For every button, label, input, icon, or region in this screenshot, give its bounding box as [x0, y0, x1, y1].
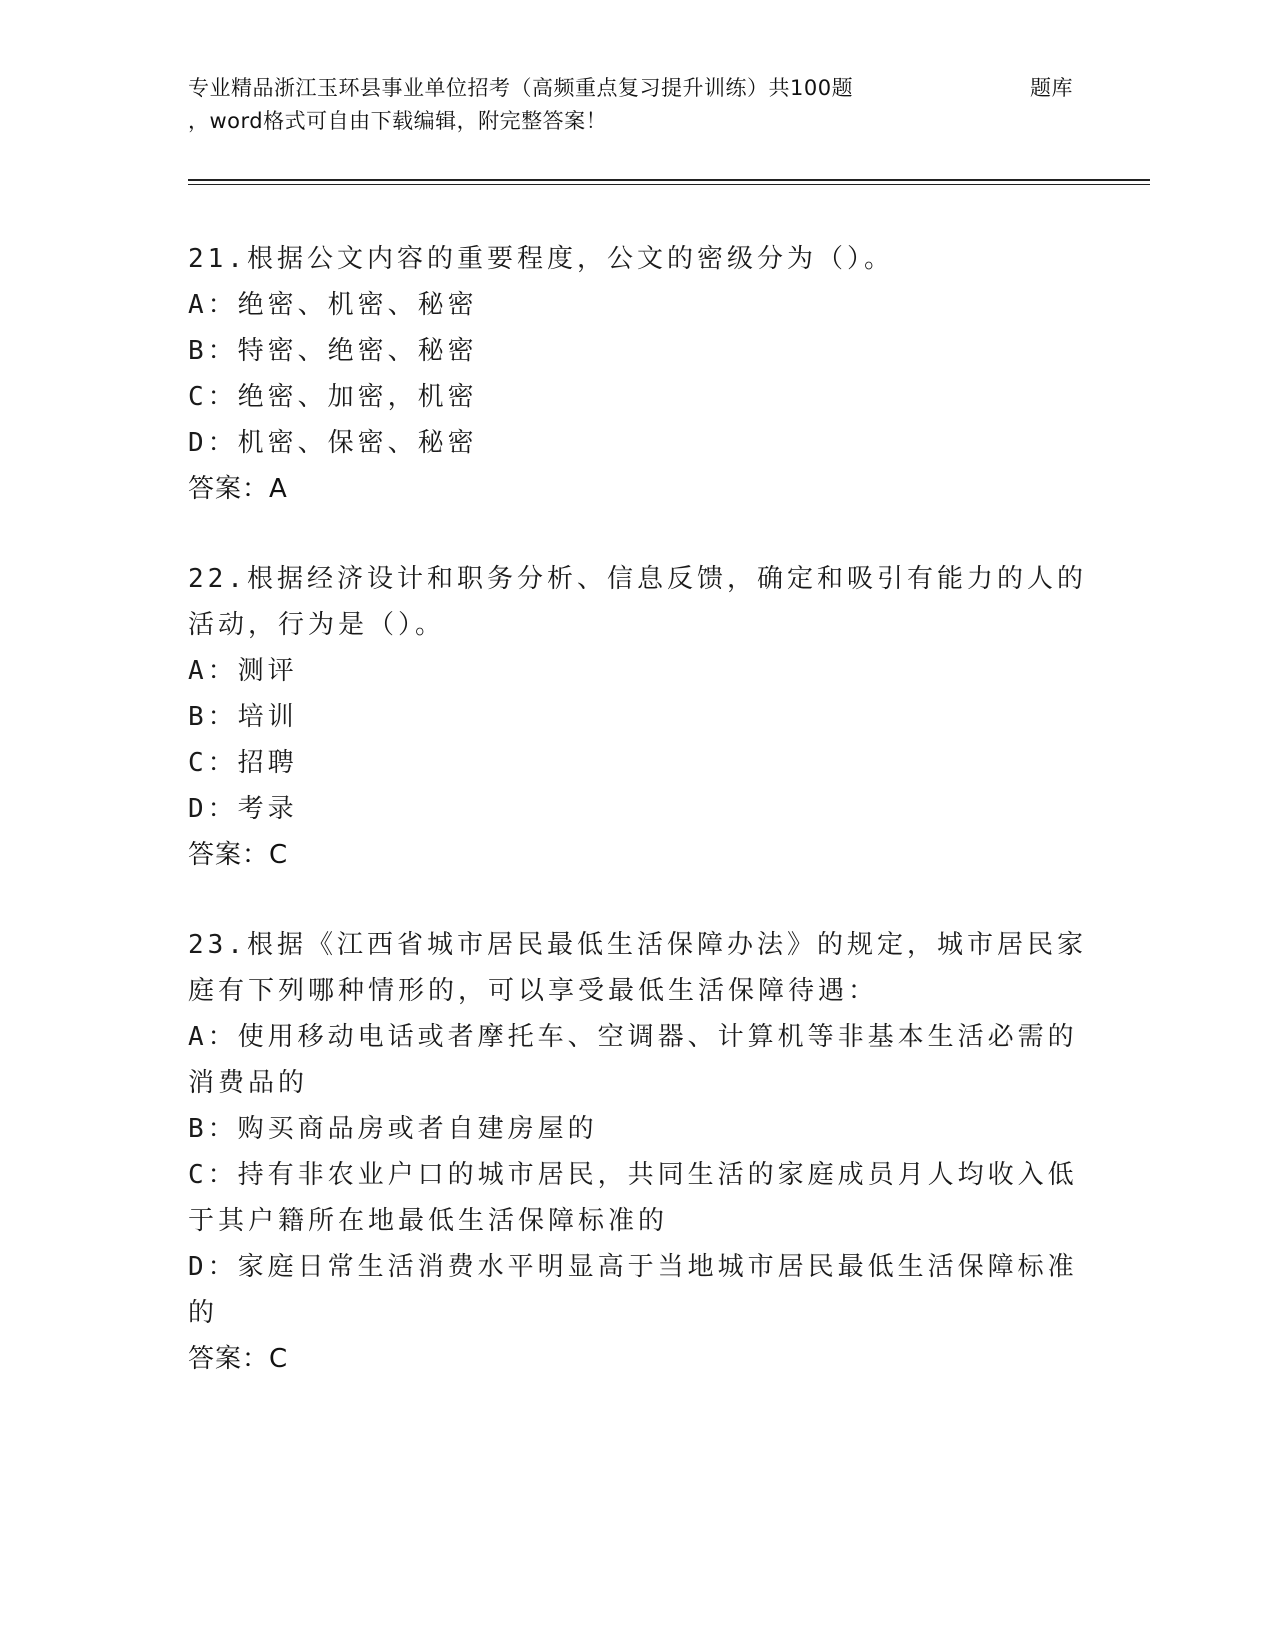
- question-23: [188, 922, 1088, 1382]
- question-stem: 22.根据经济设计和职务分析、信息反馈，确定和吸引有能力的人的活动，行为是（）。: [188, 564, 1087, 640]
- option-letter: D：: [188, 428, 238, 458]
- option-b: [188, 328, 1088, 374]
- option-a: [188, 648, 1088, 694]
- question-21: [188, 236, 1088, 512]
- question-list: [188, 236, 1088, 1426]
- option-letter: A：: [188, 656, 238, 686]
- option-text: 特密、绝密、秘密: [237, 336, 478, 366]
- option-text: 购买商品房或者自建房屋的: [237, 1114, 598, 1144]
- question-22: [188, 556, 1088, 878]
- answer-label: 答案：A: [188, 474, 288, 504]
- option-c: [188, 1152, 1088, 1244]
- option-text: 机密、保密、秘密: [237, 428, 478, 458]
- option-c: [188, 740, 1088, 786]
- option-text: 招聘: [237, 748, 298, 778]
- page-header: [188, 72, 1088, 138]
- answer-label: 答案：C: [188, 840, 289, 870]
- option-text: 持有非农业户口的城市居民，共同生活的家庭成员月人均收入低于其户籍所在地最低生活保障标准的: [188, 1160, 1078, 1236]
- option-c: [188, 374, 1088, 420]
- option-text: 绝密、加密，机密: [237, 382, 478, 412]
- option-text: 测评: [237, 656, 298, 686]
- option-text: 考录: [237, 794, 298, 824]
- option-text: 家庭日常生活消费水平明显高于当地城市居民最低生活保障标准的: [188, 1252, 1078, 1328]
- option-letter: B：: [188, 702, 238, 732]
- option-letter: D：: [188, 794, 238, 824]
- header-title-line1: [188, 72, 1088, 105]
- option-d: [188, 786, 1088, 832]
- header-title-text: 专业精品浙江玉环县事业单位招考（高频重点复习提升训练）共100题: [188, 76, 854, 100]
- option-letter: B：: [188, 336, 238, 366]
- header-tag: 题库: [1030, 76, 1073, 100]
- option-a: [188, 282, 1088, 328]
- option-d: [188, 420, 1088, 466]
- option-d: [188, 1244, 1088, 1336]
- option-letter: C：: [188, 1160, 238, 1190]
- header-divider-thin: [188, 184, 1150, 185]
- option-letter: A：: [188, 1022, 238, 1052]
- option-text: 使用移动电话或者摩托车、空调器、计算机等非基本生活必需的消费品的: [188, 1022, 1078, 1098]
- option-letter: A：: [188, 290, 238, 320]
- question-stem: 23.根据《江西省城市居民最低生活保障办法》的规定，城市居民家庭有下列哪种情形的，可以享受最低生活保障待遇：: [188, 930, 1087, 1006]
- option-letter: D：: [188, 1252, 238, 1282]
- option-letter: B：: [188, 1114, 238, 1144]
- option-text: 绝密、机密、秘密: [237, 290, 478, 320]
- option-letter: C：: [188, 748, 238, 778]
- option-b: [188, 1106, 1088, 1152]
- answer-label: 答案：C: [188, 1344, 289, 1374]
- question-stem: 21.根据公文内容的重要程度，公文的密级分为（）。: [188, 244, 894, 274]
- header-divider-thick: [188, 179, 1150, 181]
- header-title-line2: ，word格式可自由下载编辑，附完整答案！: [188, 109, 608, 133]
- option-a: [188, 1014, 1088, 1106]
- option-text: 培训: [237, 702, 298, 732]
- option-letter: C：: [188, 382, 238, 412]
- option-b: [188, 694, 1088, 740]
